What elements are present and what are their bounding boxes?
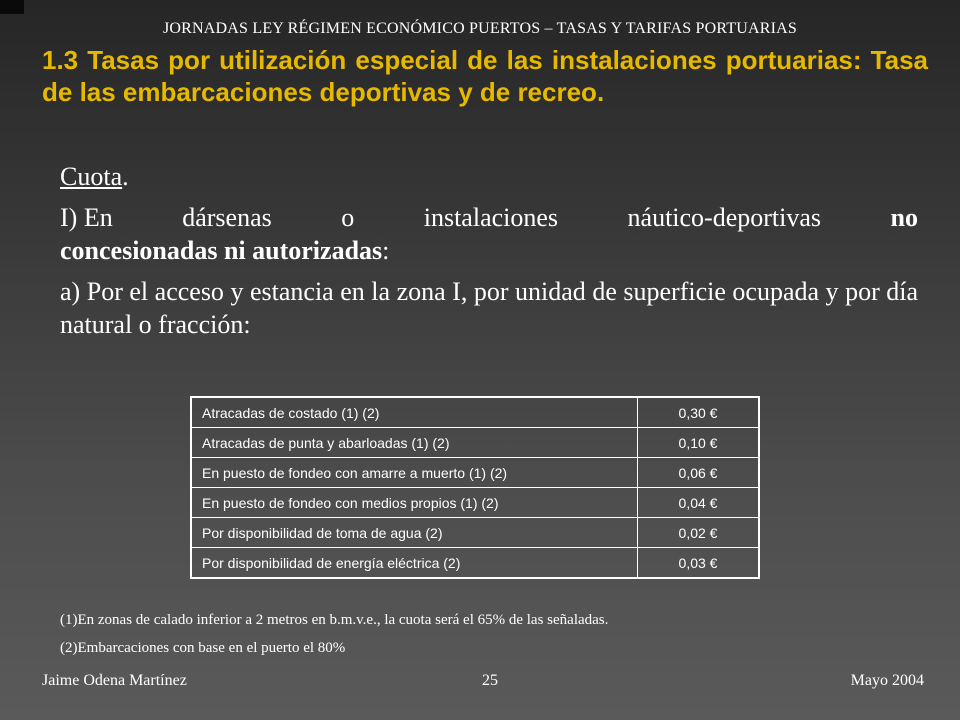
table-row [191, 458, 759, 488]
rate-value: 0,10 € [638, 428, 760, 458]
item-i-word: instalaciones [423, 203, 559, 232]
item-i-word: náutico-deportivas [627, 203, 822, 232]
item-i-first-line [60, 201, 918, 234]
slide-header: JORNADAS LEY RÉGIMEN ECONÓMICO PUERTOS – TASAS Y TARIFAS PORTUARIAS [162, 20, 798, 37]
rate-label: Atracadas de punta y abarloadas (1) (2) [191, 428, 638, 458]
rate-label: En puesto de fondeo con medios propios (1) (2) [191, 488, 638, 518]
item-i-bold-word: no [890, 203, 918, 232]
item-i-paragraph [60, 201, 918, 267]
cuota-punct: . [122, 162, 129, 191]
rate-label: Por disponibilidad de toma de agua (2) [191, 518, 638, 548]
cuota-line [60, 160, 918, 193]
footer-page-number: 25 [482, 672, 498, 689]
item-i-second-line [60, 234, 918, 267]
item-i-tail: : [382, 236, 390, 265]
rates-table [190, 396, 760, 579]
rate-value: 0,04 € [638, 488, 760, 518]
table-row [191, 518, 759, 548]
table-row [191, 548, 759, 579]
rate-label: Atracadas de costado (1) (2) [191, 397, 638, 428]
item-i-marker: I) [60, 203, 78, 232]
rate-value: 0,06 € [638, 458, 760, 488]
rate-label: En puesto de fondeo con amarre a muerto (1) (2) [191, 458, 638, 488]
rate-value: 0,30 € [638, 397, 760, 428]
table-row [191, 488, 759, 518]
footnotes [60, 610, 920, 666]
footnote-1: (1)En zonas de calado inferior a 2 metros en b.m.v.e., la cuota será el 65% de las señaladas. [60, 612, 609, 628]
item-a-text: Por el acceso y estancia en la zona I, por unidad de superficie ocupada y por día natural o fracción: [60, 277, 919, 339]
footer-date: Mayo 2004 [850, 672, 924, 689]
corner-mark [0, 0, 24, 14]
slide-body [60, 160, 918, 341]
item-i-word: En [83, 203, 113, 232]
footnote-2: (2)Embarcaciones con base en el puerto el 80% [60, 640, 346, 656]
footer-author: Jaime Odena Martínez [42, 672, 187, 689]
rate-label: Por disponibilidad de energía eléctrica (2) [191, 548, 638, 579]
cuota-heading: Cuota [60, 162, 123, 191]
item-a-paragraph [60, 275, 918, 341]
table-row [191, 397, 759, 428]
slide-title: 1.3 Tasas por utilización especial de las instalaciones portuarias: Tasa de las embarcaciones deportivas y de recreo. [42, 45, 928, 107]
item-a-marker: a) [60, 277, 81, 306]
table-row [191, 428, 759, 458]
rate-value: 0,02 € [638, 518, 760, 548]
item-i-word: o [341, 203, 355, 232]
item-i-marker-and-word [60, 201, 113, 234]
item-i-word: dársenas [182, 203, 272, 232]
rate-value: 0,03 € [638, 548, 760, 579]
item-i-bold-phrase: concesionadas ni autorizadas [60, 236, 383, 265]
